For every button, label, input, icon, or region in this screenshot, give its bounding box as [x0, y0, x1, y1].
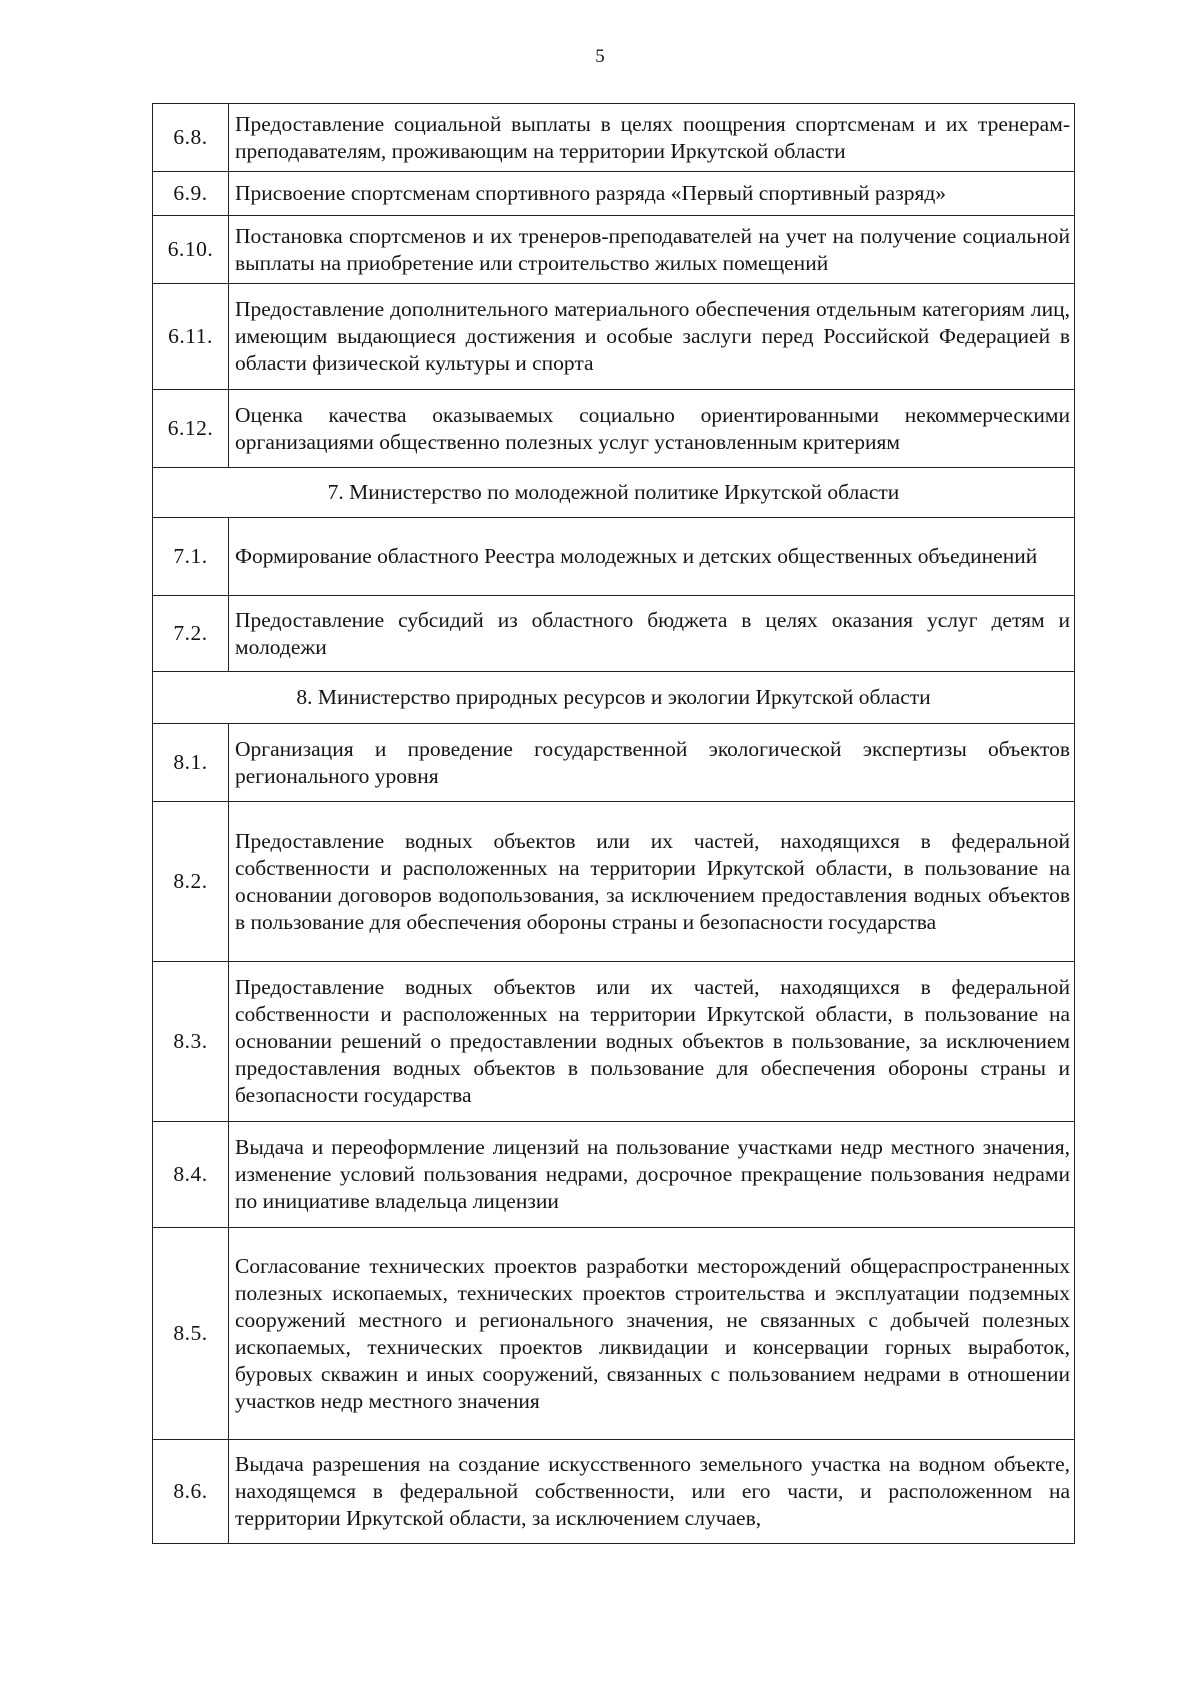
- row-text: Выдача и переоформление лицензий на пользование участками недр местного значения, изменение условий пользования недрами, досрочное прекращение пользования недрами по инициативе владельца лицензии: [229, 1122, 1075, 1228]
- table-row: [153, 1122, 1075, 1228]
- row-text: Предоставление субсидий из областного бюджета в целях оказания услуг детям и молодежи: [229, 596, 1075, 672]
- table-row: [153, 802, 1075, 962]
- page-number: 5: [595, 46, 605, 67]
- row-text: Оценка качества оказываемых социально ориентированными некоммерческими организациями общественно полезных услуг установленным критериям: [229, 390, 1075, 468]
- table-row: [153, 1440, 1075, 1544]
- table-row: [153, 596, 1075, 672]
- section-row: [153, 672, 1075, 724]
- table-row: [153, 724, 1075, 802]
- row-text: Организация и проведение государственной экологической экспертизы объектов регионального уровня: [229, 724, 1075, 802]
- row-text: Предоставление социальной выплаты в целях поощрения спортсменам и их тренерам-преподавателям, проживающим на территории Иркутской области: [229, 104, 1075, 172]
- row-text: Предоставление водных объектов или их частей, находящихся в федеральной собственности и расположенных на территории Иркутской области, в пользование на основании решений о предоставлении водных объектов в пользование, за исключением предоставления водных объектов в пользование для обеспечения обороны страны и безопасности государства: [229, 962, 1075, 1122]
- row-number: 6.11.: [153, 284, 229, 390]
- row-number: 6.8.: [153, 104, 229, 172]
- row-number: 8.1.: [153, 724, 229, 802]
- row-number: 6.9.: [153, 172, 229, 216]
- row-text: Присвоение спортсменам спортивного разряда «Первый спортивный разряд»: [229, 172, 1075, 216]
- row-number: 7.2.: [153, 596, 229, 672]
- table-row: [153, 518, 1075, 596]
- row-number: 8.6.: [153, 1440, 229, 1544]
- row-text: Формирование областного Реестра молодежных и детских общественных объединений: [229, 518, 1075, 596]
- section-heading: 8. Министерство природных ресурсов и экологии Иркутской области: [153, 672, 1075, 724]
- row-number: 8.2.: [153, 802, 229, 962]
- row-number: 6.12.: [153, 390, 229, 468]
- section-heading: 7. Министерство по молодежной политике Иркутской области: [153, 468, 1075, 518]
- section-row: [153, 468, 1075, 518]
- row-text: Предоставление водных объектов или их частей, находящихся в федеральной собственности и расположенных на территории Иркутской области, в пользование на основании договоров водопользования, за исключением предоставления водных объектов в пользование для обеспечения обороны страны и безопасности государства: [229, 802, 1075, 962]
- row-number: 8.3.: [153, 962, 229, 1122]
- table-row: [153, 390, 1075, 468]
- table-row: [153, 962, 1075, 1122]
- row-text: Предоставление дополнительного материального обеспечения отдельным категориям лиц, имеющим выдающиеся достижения и особые заслуги перед Российской Федерацией в области физической культуры и спорта: [229, 284, 1075, 390]
- services-table: [152, 103, 1075, 1544]
- row-number: 8.4.: [153, 1122, 229, 1228]
- row-text: Согласование технических проектов разработки месторождений общераспространенных полезных ископаемых, технических проектов строительства и эксплуатации подземных сооружений местного и регионального значения, не связанных с добычей полезных ископаемых, технических проектов ликвидации и консервации горных выработок, буровых скважин и иных сооружений, связанных с пользованием недрами в отношении участков недр местного значения: [229, 1228, 1075, 1440]
- table-row: [153, 172, 1075, 216]
- table-row: [153, 104, 1075, 172]
- row-text: Постановка спортсменов и их тренеров-преподавателей на учет на получение социальной выплаты на приобретение или строительство жилых помещений: [229, 216, 1075, 284]
- row-number: 7.1.: [153, 518, 229, 596]
- table-row: [153, 1228, 1075, 1440]
- row-text: Выдача разрешения на создание искусственного земельного участка на водном объекте, находящемся в федеральной собственности, или его части, и расположенном на территории Иркутской области, за исключением случаев,: [229, 1440, 1075, 1544]
- table-row: [153, 284, 1075, 390]
- row-number: 6.10.: [153, 216, 229, 284]
- table-row: [153, 216, 1075, 284]
- row-number: 8.5.: [153, 1228, 229, 1440]
